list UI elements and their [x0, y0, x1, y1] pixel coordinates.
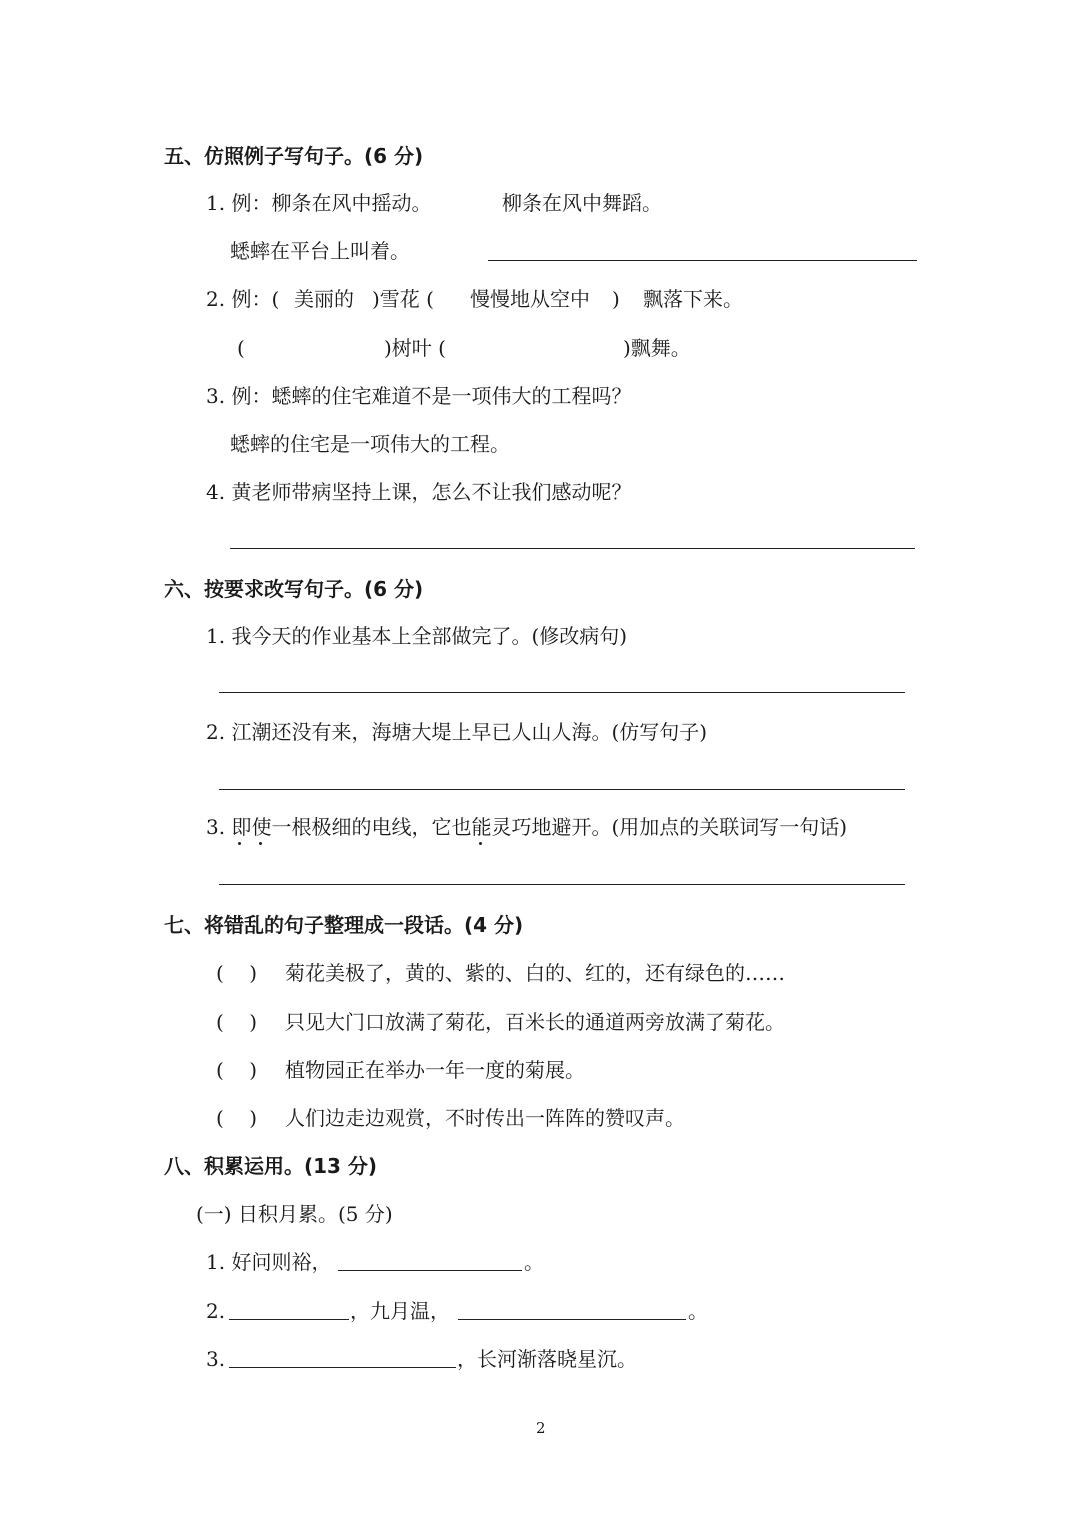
emphasis-dot — [238, 842, 241, 845]
s7-item-3-paren[interactable]: ( ) — [216, 1058, 258, 1082]
s5-q3-example-answer: 蟋蟀的住宅是一项伟大的工程。 — [230, 432, 510, 456]
s6-q3-text: 3. 即使一根极细的电线，它也能灵巧地避开。(用加点的关联词写一句话) — [206, 815, 848, 839]
emphasis-dot — [259, 842, 262, 845]
s8-q2-number: 2. — [206, 1299, 226, 1323]
s8-q3-blank[interactable] — [229, 1367, 456, 1368]
s6-q2-answer-line[interactable] — [219, 789, 905, 790]
s6-q2-text: 2. 江潮还没有来，海塘大堤上早已人山人海。(仿写句子) — [206, 720, 708, 744]
s8-q1-suffix: 。 — [524, 1250, 544, 1274]
s8-q3-number: 3. — [206, 1347, 226, 1371]
s5-q2-example-b: 美丽的 — [294, 287, 354, 311]
s6-q1-text: 1. 我今天的作业基本上全部做完了。(修改病句) — [206, 624, 628, 648]
s7-item-1-paren[interactable]: ( ) — [216, 961, 258, 985]
s7-item-4-text: 人们边走边观赏，不时传出一阵阵的赞叹声。 — [285, 1106, 685, 1130]
section-6-title: 六、按要求改写句子。(6 分) — [164, 577, 424, 601]
s8-q3-suffix: ，长河渐落晓星沉。 — [457, 1347, 637, 1371]
s8-q2-blank-2[interactable] — [458, 1319, 686, 1320]
s7-item-4-paren[interactable]: ( ) — [216, 1106, 258, 1130]
s7-item-2-paren[interactable]: ( ) — [216, 1010, 258, 1034]
s8-q1-prefix: 1. 好问则裕， — [206, 1250, 332, 1274]
s8-subsection-1-title: (一) 日积月累。(5 分) — [196, 1202, 393, 1226]
s6-q3-answer-line[interactable] — [219, 884, 905, 885]
s5-q1-example: 1. 例：柳条在风中摇动。 — [206, 191, 432, 215]
s8-q1-blank[interactable] — [338, 1270, 522, 1271]
s7-item-1-text: 菊花美极了，黄的、紫的、白的、红的，还有绿色的…… — [285, 961, 785, 985]
s5-q2-example-a: 2. 例：( — [206, 287, 280, 311]
section-5-title: 五、仿照例子写句子。(6 分) — [164, 144, 424, 168]
s5-q2-dance: )飘舞。 — [623, 336, 691, 360]
s8-q2-blank-1[interactable] — [229, 1319, 349, 1320]
s5-q4-text: 4. 黄老师带病坚持上课，怎么不让我们感动呢？ — [206, 480, 632, 504]
s5-q1-example-answer: 柳条在风中舞蹈。 — [502, 191, 662, 215]
s5-q3-example: 3. 例：蟋蟀的住宅难道不是一项伟大的工程吗？ — [206, 384, 632, 408]
s8-q2-suffix: 。 — [688, 1299, 708, 1323]
emphasis-dot — [479, 842, 482, 845]
s5-q2-example-c: )雪花 ( — [372, 287, 434, 311]
section-8-title: 八、积累运用。(13 分) — [164, 1154, 378, 1178]
s8-q2-middle: ，九月温， — [350, 1299, 450, 1323]
s5-q2-example-f: 飘落下来。 — [643, 287, 743, 311]
s5-q4-answer-line[interactable] — [230, 548, 915, 549]
s5-q1-answer-line[interactable] — [488, 260, 917, 261]
s5-q2-paren-open: ( — [237, 336, 245, 360]
s5-q2-example-e: ) — [612, 287, 620, 311]
section-7-title: 七、将错乱的句子整理成一段话。(4 分) — [164, 913, 524, 937]
s7-item-3-text: 植物园正在举办一年一度的菊展。 — [285, 1058, 585, 1082]
s5-q1-prompt: 蟋蟀在平台上叫着。 — [230, 239, 410, 263]
s7-item-2-text: 只见大门口放满了菊花，百米长的通道两旁放满了菊花。 — [285, 1010, 785, 1034]
s6-q1-answer-line[interactable] — [219, 692, 905, 693]
page-number: 2 — [536, 1419, 546, 1437]
s5-q2-example-d: 慢慢地从空中 — [470, 287, 590, 311]
s5-q2-tree: )树叶 ( — [384, 336, 446, 360]
